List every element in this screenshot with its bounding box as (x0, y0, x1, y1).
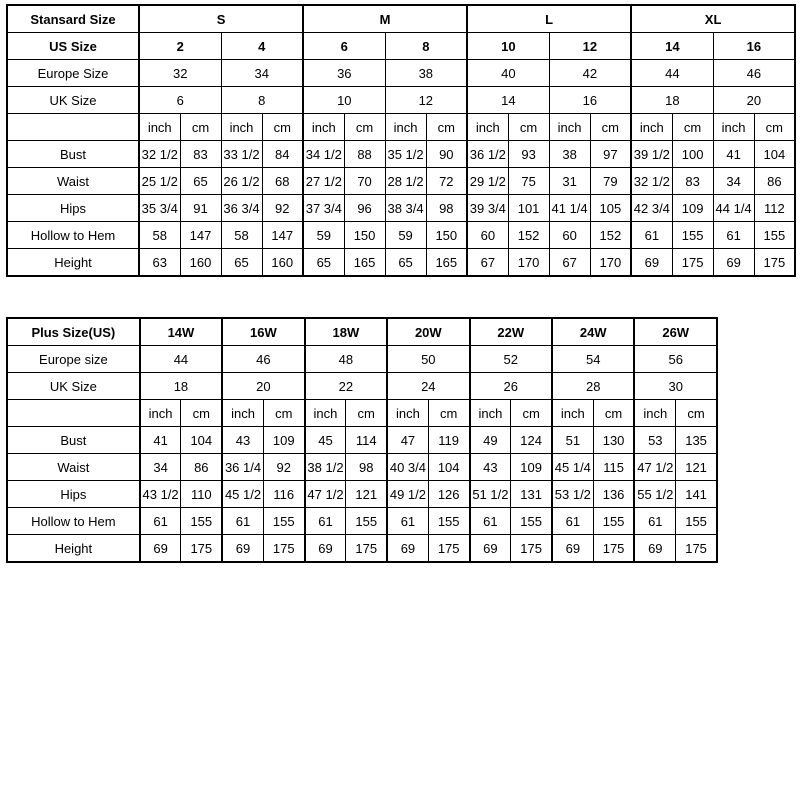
height-xl14-cm: 175 (672, 249, 713, 277)
plus-bust-26w-inch: 53 (634, 427, 675, 454)
plus-hollow-20w-inch: 61 (387, 508, 428, 535)
table-row-uk-size (7, 87, 795, 114)
height-l10-cm: 170 (508, 249, 549, 277)
plus-europe-44: 44 (140, 346, 222, 373)
plus-group-size-26w: 26W (634, 318, 717, 346)
height-s4-cm: 160 (262, 249, 303, 277)
plus-hips-14w-cm: 110 (181, 481, 222, 508)
plus-height-20w-cm: 175 (428, 535, 469, 563)
plus-row-label-waist: Waist (7, 454, 140, 481)
uk-size-14: 14 (467, 87, 549, 114)
hips-m6-cm: 96 (344, 195, 385, 222)
bust-m6-inch: 34 1/2 (303, 141, 344, 168)
plus-europe-48: 48 (305, 346, 387, 373)
hips-m8-cm: 98 (426, 195, 467, 222)
plus-size-table (6, 317, 718, 563)
unit-row-empty-label (7, 114, 139, 141)
plus-waist-18w-cm: 98 (346, 454, 387, 481)
height-m6-inch: 65 (303, 249, 344, 277)
plus-hollow-18w-cm: 155 (346, 508, 387, 535)
hips-s2-inch: 35 3/4 (139, 195, 180, 222)
waist-m8-inch: 28 1/2 (385, 168, 426, 195)
plus-hips-18w-inch: 47 1/2 (305, 481, 346, 508)
plus-bust-18w-inch: 45 (305, 427, 346, 454)
plus-table-row-height (7, 535, 717, 563)
plus-hollow-26w-inch: 61 (634, 508, 675, 535)
plus-hips-22w-inch: 51 1/2 (470, 481, 511, 508)
plus-unit-cm-7: cm (676, 400, 717, 427)
plus-uk-22: 22 (305, 373, 387, 400)
plus-table-row-units (7, 400, 717, 427)
bust-s2-inch: 32 1/2 (139, 141, 180, 168)
plus-waist-18w-inch: 38 1/2 (305, 454, 346, 481)
plus-waist-24w-cm: 115 (593, 454, 634, 481)
uk-size-8: 8 (221, 87, 303, 114)
bust-l10-cm: 93 (508, 141, 549, 168)
plus-hollow-14w-inch: 61 (140, 508, 181, 535)
plus-height-14w-inch: 69 (140, 535, 181, 563)
waist-xl14-cm: 83 (672, 168, 713, 195)
plus-height-16w-cm: 175 (263, 535, 304, 563)
hollow-l10-cm: 152 (508, 222, 549, 249)
plus-row-label-hollow-to-hem: Hollow to Hem (7, 508, 140, 535)
plus-hips-24w-inch: 53 1/2 (552, 481, 593, 508)
plus-bust-24w-inch: 51 (552, 427, 593, 454)
waist-s2-inch: 25 1/2 (139, 168, 180, 195)
plus-hips-20w-inch: 49 1/2 (387, 481, 428, 508)
plus-bust-22w-cm: 124 (511, 427, 552, 454)
plus-height-14w-cm: 175 (181, 535, 222, 563)
plus-bust-22w-inch: 49 (470, 427, 511, 454)
waist-xl16-inch: 34 (713, 168, 754, 195)
row-label-hollow-to-hem: Hollow to Hem (7, 222, 139, 249)
plus-group-size-20w: 20W (387, 318, 469, 346)
us-size-4: 4 (221, 33, 303, 60)
plus-table-row-europe-size (7, 346, 717, 373)
height-s2-cm: 160 (180, 249, 221, 277)
plus-unit-inch-5: inch (470, 400, 511, 427)
europe-size-46: 46 (713, 60, 795, 87)
plus-uk-30: 30 (634, 373, 717, 400)
waist-s4-inch: 26 1/2 (221, 168, 262, 195)
plus-waist-14w-inch: 34 (140, 454, 181, 481)
plus-bust-24w-cm: 130 (593, 427, 634, 454)
plus-waist-26w-cm: 121 (676, 454, 717, 481)
group-size-m: M (303, 5, 467, 33)
hollow-xl14-cm: 155 (672, 222, 713, 249)
plus-hollow-26w-cm: 155 (676, 508, 717, 535)
plus-europe-52: 52 (470, 346, 552, 373)
us-size-8: 8 (385, 33, 467, 60)
bust-m8-inch: 35 1/2 (385, 141, 426, 168)
plus-hollow-22w-inch: 61 (470, 508, 511, 535)
hips-l10-inch: 39 3/4 (467, 195, 508, 222)
plus-hips-16w-inch: 45 1/2 (222, 481, 263, 508)
europe-size-38: 38 (385, 60, 467, 87)
hips-s4-inch: 36 3/4 (221, 195, 262, 222)
uk-size-6: 6 (139, 87, 221, 114)
hips-s4-cm: 92 (262, 195, 303, 222)
plus-table-row-uk-size (7, 373, 717, 400)
hollow-xl16-inch: 61 (713, 222, 754, 249)
plus-bust-14w-inch: 41 (140, 427, 181, 454)
height-l12-cm: 170 (590, 249, 631, 277)
plus-waist-14w-cm: 86 (181, 454, 222, 481)
plus-waist-22w-cm: 109 (511, 454, 552, 481)
row-label-us-size: US Size (7, 33, 139, 60)
plus-hips-16w-cm: 116 (263, 481, 304, 508)
plus-uk-26: 26 (470, 373, 552, 400)
us-size-14: 14 (631, 33, 713, 60)
unit-cell-inch-2: inch (221, 114, 262, 141)
table-row-hollow-to-hem (7, 222, 795, 249)
plus-group-size-16w: 16W (222, 318, 304, 346)
plus-height-18w-cm: 175 (346, 535, 387, 563)
bust-s4-inch: 33 1/2 (221, 141, 262, 168)
unit-cell-inch-3: inch (303, 114, 344, 141)
plus-height-18w-inch: 69 (305, 535, 346, 563)
row-label-uk-size: UK Size (7, 87, 139, 114)
plus-waist-24w-inch: 45 1/4 (552, 454, 593, 481)
hollow-m6-inch: 59 (303, 222, 344, 249)
plus-unit-cm-4: cm (428, 400, 469, 427)
hips-m6-inch: 37 3/4 (303, 195, 344, 222)
plus-table-row-group-sizes (7, 318, 717, 346)
us-size-6: 6 (303, 33, 385, 60)
table-row-europe-size (7, 60, 795, 87)
unit-cell-cm-3: cm (344, 114, 385, 141)
hips-xl16-inch: 44 1/4 (713, 195, 754, 222)
europe-size-44: 44 (631, 60, 713, 87)
hollow-s4-inch: 58 (221, 222, 262, 249)
waist-m6-inch: 27 1/2 (303, 168, 344, 195)
europe-size-32: 32 (139, 60, 221, 87)
waist-s2-cm: 65 (180, 168, 221, 195)
uk-size-18: 18 (631, 87, 713, 114)
hips-xl14-inch: 42 3/4 (631, 195, 672, 222)
europe-size-34: 34 (221, 60, 303, 87)
plus-hips-24w-cm: 136 (593, 481, 634, 508)
plus-bust-16w-inch: 43 (222, 427, 263, 454)
plus-waist-26w-inch: 47 1/2 (634, 454, 675, 481)
hollow-s4-cm: 147 (262, 222, 303, 249)
height-l10-inch: 67 (467, 249, 508, 277)
hips-m8-inch: 38 3/4 (385, 195, 426, 222)
hips-l12-inch: 41 1/4 (549, 195, 590, 222)
plus-waist-20w-cm: 104 (428, 454, 469, 481)
plus-hollow-14w-cm: 155 (181, 508, 222, 535)
plus-hollow-16w-cm: 155 (263, 508, 304, 535)
bust-l12-cm: 97 (590, 141, 631, 168)
plus-unit-inch-2: inch (222, 400, 263, 427)
plus-size-table-wrapper (6, 317, 794, 563)
europe-size-36: 36 (303, 60, 385, 87)
table-row-waist (7, 168, 795, 195)
plus-unit-inch-3: inch (305, 400, 346, 427)
table-row-height (7, 249, 795, 277)
waist-m6-cm: 70 (344, 168, 385, 195)
plus-uk-20: 20 (222, 373, 304, 400)
plus-unit-inch-1: inch (140, 400, 181, 427)
uk-size-12: 12 (385, 87, 467, 114)
plus-unit-inch-4: inch (387, 400, 428, 427)
waist-xl16-cm: 86 (754, 168, 795, 195)
uk-size-10: 10 (303, 87, 385, 114)
plus-group-size-24w: 24W (552, 318, 634, 346)
bust-xl16-inch: 41 (713, 141, 754, 168)
plus-height-20w-inch: 69 (387, 535, 428, 563)
plus-table-row-hips (7, 481, 717, 508)
plus-hollow-16w-inch: 61 (222, 508, 263, 535)
height-l12-inch: 67 (549, 249, 590, 277)
us-size-2: 2 (139, 33, 221, 60)
waist-l12-inch: 31 (549, 168, 590, 195)
plus-bust-16w-cm: 109 (263, 427, 304, 454)
plus-bust-14w-cm: 104 (181, 427, 222, 454)
plus-hips-14w-inch: 43 1/2 (140, 481, 181, 508)
plus-height-26w-inch: 69 (634, 535, 675, 563)
hollow-m8-cm: 150 (426, 222, 467, 249)
bust-xl16-cm: 104 (754, 141, 795, 168)
plus-bust-26w-cm: 135 (676, 427, 717, 454)
plus-height-24w-cm: 175 (593, 535, 634, 563)
plus-row-label-europe-size: Europe size (7, 346, 140, 373)
height-xl16-cm: 175 (754, 249, 795, 277)
plus-row-label-hips: Hips (7, 481, 140, 508)
plus-hollow-18w-inch: 61 (305, 508, 346, 535)
plus-group-size-22w: 22W (470, 318, 552, 346)
us-size-12: 12 (549, 33, 631, 60)
hips-l10-cm: 101 (508, 195, 549, 222)
plus-hips-18w-cm: 121 (346, 481, 387, 508)
table-row-bust (7, 141, 795, 168)
europe-size-40: 40 (467, 60, 549, 87)
unit-cell-cm-6: cm (590, 114, 631, 141)
unit-cell-inch-1: inch (139, 114, 180, 141)
plus-unit-row-empty-label (7, 400, 140, 427)
height-m8-cm: 165 (426, 249, 467, 277)
plus-row-label-bust: Bust (7, 427, 140, 454)
bust-l10-inch: 36 1/2 (467, 141, 508, 168)
unit-cell-inch-7: inch (631, 114, 672, 141)
unit-cell-cm-1: cm (180, 114, 221, 141)
plus-europe-54: 54 (552, 346, 634, 373)
plus-waist-22w-inch: 43 (470, 454, 511, 481)
hips-xl16-cm: 112 (754, 195, 795, 222)
height-xl16-inch: 69 (713, 249, 754, 277)
plus-unit-cm-5: cm (511, 400, 552, 427)
bust-m8-cm: 90 (426, 141, 467, 168)
bust-m6-cm: 88 (344, 141, 385, 168)
plus-waist-20w-inch: 40 3/4 (387, 454, 428, 481)
plus-bust-20w-inch: 47 (387, 427, 428, 454)
waist-m8-cm: 72 (426, 168, 467, 195)
bust-xl14-cm: 100 (672, 141, 713, 168)
unit-cell-cm-2: cm (262, 114, 303, 141)
plus-unit-cm-1: cm (181, 400, 222, 427)
unit-cell-inch-4: inch (385, 114, 426, 141)
hollow-l12-inch: 60 (549, 222, 590, 249)
unit-cell-cm-5: cm (508, 114, 549, 141)
table-row-us-size (7, 33, 795, 60)
row-label-height: Height (7, 249, 139, 277)
unit-cell-cm-4: cm (426, 114, 467, 141)
plus-row-label-height: Height (7, 535, 140, 563)
height-s2-inch: 63 (139, 249, 180, 277)
table-row-group-sizes (7, 5, 795, 33)
plus-group-size-18w: 18W (305, 318, 387, 346)
plus-height-26w-cm: 175 (676, 535, 717, 563)
hollow-m6-cm: 150 (344, 222, 385, 249)
plus-unit-inch-7: inch (634, 400, 675, 427)
table-row-hips (7, 195, 795, 222)
us-size-16: 16 (713, 33, 795, 60)
plus-unit-cm-6: cm (593, 400, 634, 427)
plus-unit-inch-6: inch (552, 400, 593, 427)
us-size-10: 10 (467, 33, 549, 60)
plus-hips-26w-cm: 141 (676, 481, 717, 508)
plus-uk-28: 28 (552, 373, 634, 400)
group-size-s: S (139, 5, 303, 33)
hollow-xl16-cm: 155 (754, 222, 795, 249)
plus-europe-46: 46 (222, 346, 304, 373)
plus-hips-20w-cm: 126 (428, 481, 469, 508)
plus-waist-16w-inch: 36 1/4 (222, 454, 263, 481)
hips-l12-cm: 105 (590, 195, 631, 222)
hollow-s2-cm: 147 (180, 222, 221, 249)
unit-cell-inch-6: inch (549, 114, 590, 141)
waist-s4-cm: 68 (262, 168, 303, 195)
europe-size-42: 42 (549, 60, 631, 87)
waist-l10-inch: 29 1/2 (467, 168, 508, 195)
plus-table-row-waist (7, 454, 717, 481)
standard-size-table (6, 4, 796, 277)
row-label-waist: Waist (7, 168, 139, 195)
plus-uk-24: 24 (387, 373, 469, 400)
height-s4-inch: 65 (221, 249, 262, 277)
waist-l12-cm: 79 (590, 168, 631, 195)
height-xl14-inch: 69 (631, 249, 672, 277)
hollow-s2-inch: 58 (139, 222, 180, 249)
uk-size-20: 20 (713, 87, 795, 114)
hollow-xl14-inch: 61 (631, 222, 672, 249)
plus-height-24w-inch: 69 (552, 535, 593, 563)
row-label-europe-size: Europe Size (7, 60, 139, 87)
table-row-units (7, 114, 795, 141)
row-label-hips: Hips (7, 195, 139, 222)
plus-europe-56: 56 (634, 346, 717, 373)
waist-l10-cm: 75 (508, 168, 549, 195)
plus-waist-16w-cm: 92 (263, 454, 304, 481)
uk-size-16: 16 (549, 87, 631, 114)
plus-europe-50: 50 (387, 346, 469, 373)
plus-table-row-hollow-to-hem (7, 508, 717, 535)
hollow-m8-inch: 59 (385, 222, 426, 249)
row-label-bust: Bust (7, 141, 139, 168)
height-m8-inch: 65 (385, 249, 426, 277)
plus-height-22w-cm: 175 (511, 535, 552, 563)
plus-hollow-22w-cm: 155 (511, 508, 552, 535)
plus-hollow-20w-cm: 155 (428, 508, 469, 535)
plus-bust-20w-cm: 119 (428, 427, 469, 454)
unit-cell-cm-7: cm (672, 114, 713, 141)
bust-s4-cm: 84 (262, 141, 303, 168)
plus-unit-cm-3: cm (346, 400, 387, 427)
plus-hollow-24w-inch: 61 (552, 508, 593, 535)
plus-group-size-14w: 14W (140, 318, 222, 346)
standard-corner-label: Stansard Size (7, 5, 139, 33)
hips-xl14-cm: 109 (672, 195, 713, 222)
plus-bust-18w-cm: 114 (346, 427, 387, 454)
group-size-l: L (467, 5, 631, 33)
hollow-l10-inch: 60 (467, 222, 508, 249)
hollow-l12-cm: 152 (590, 222, 631, 249)
plus-uk-18: 18 (140, 373, 222, 400)
table-gap-spacer (6, 277, 794, 297)
plus-row-label-uk-size: UK Size (7, 373, 140, 400)
plus-hips-26w-inch: 55 1/2 (634, 481, 675, 508)
plus-table-row-bust (7, 427, 717, 454)
plus-unit-cm-2: cm (263, 400, 304, 427)
bust-xl14-inch: 39 1/2 (631, 141, 672, 168)
plus-hips-22w-cm: 131 (511, 481, 552, 508)
plus-height-16w-inch: 69 (222, 535, 263, 563)
unit-cell-inch-8: inch (713, 114, 754, 141)
bust-l12-inch: 38 (549, 141, 590, 168)
bust-s2-cm: 83 (180, 141, 221, 168)
height-m6-cm: 165 (344, 249, 385, 277)
unit-cell-inch-5: inch (467, 114, 508, 141)
plus-height-22w-inch: 69 (470, 535, 511, 563)
plus-corner-label: Plus Size(US) (7, 318, 140, 346)
unit-cell-cm-8: cm (754, 114, 795, 141)
group-size-xl: XL (631, 5, 795, 33)
plus-hollow-24w-cm: 155 (593, 508, 634, 535)
hips-s2-cm: 91 (180, 195, 221, 222)
waist-xl14-inch: 32 1/2 (631, 168, 672, 195)
